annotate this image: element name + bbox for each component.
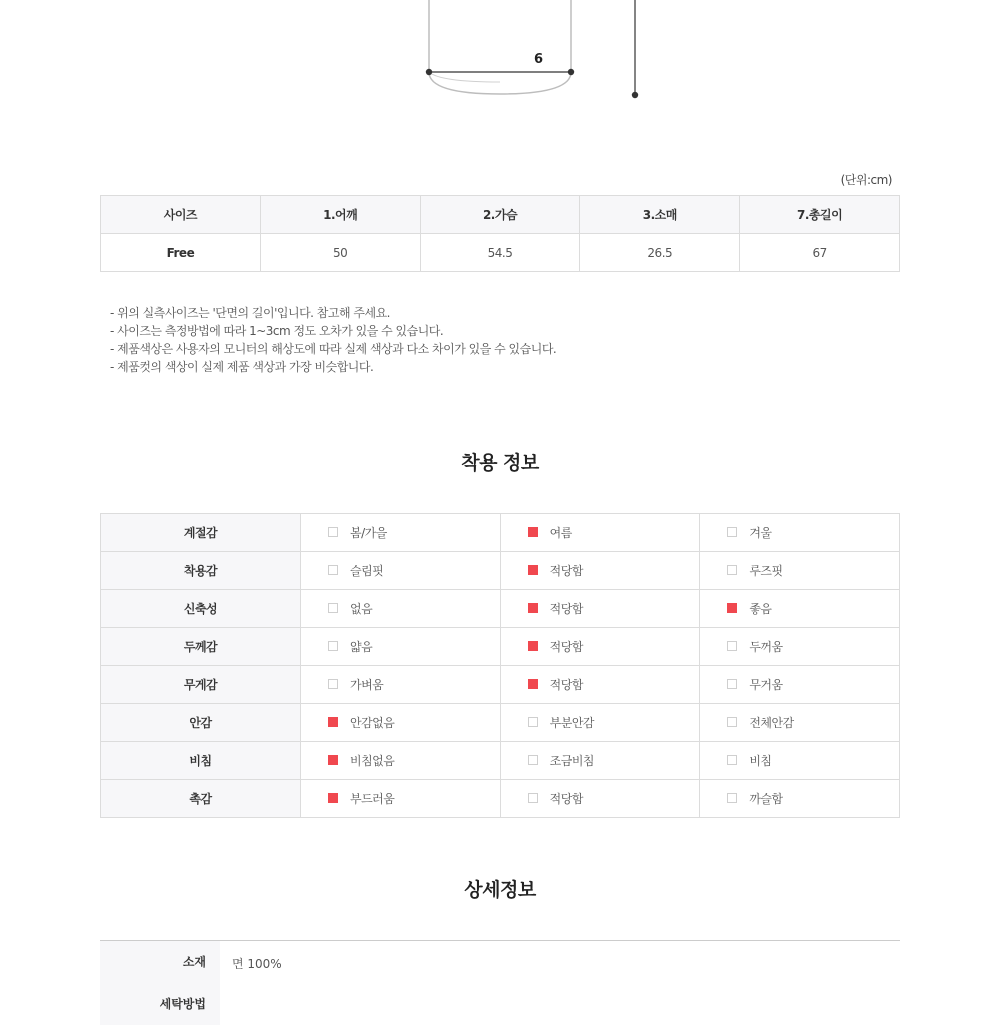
size-header-cell: 사이즈: [101, 196, 261, 234]
garment-outline-drawing: [0, 0, 1000, 110]
hem-measure-label: 6: [534, 52, 544, 67]
fit-option-label: 적당함: [549, 564, 583, 578]
detail-row: [100, 941, 900, 983]
fit-option-label: 루즈핏: [749, 564, 783, 578]
size-cell: 67: [740, 234, 900, 272]
detail-value: 면 100%: [232, 957, 282, 971]
fit-row: [101, 552, 900, 590]
measure-point: [426, 69, 432, 75]
fit-option: [500, 628, 700, 666]
checked-box-icon: [727, 603, 737, 613]
note-line: - 제품색상은 사용자의 모니터의 해상도에 따라 실제 색상과 다소 차이가 있을 수 있습니다.: [110, 342, 557, 356]
checked-box-icon: [328, 793, 338, 803]
fit-option: [301, 590, 501, 628]
fit-option: [301, 666, 501, 704]
fit-option-label: 겨울: [749, 526, 772, 540]
fit-option-label: 부드러움: [350, 792, 395, 806]
unit-note: (단위:cm): [840, 173, 892, 187]
fit-option: [500, 590, 700, 628]
unchecked-box-icon: [328, 679, 338, 689]
unchecked-box-icon: [727, 755, 737, 765]
measure-point: [632, 92, 638, 98]
fit-option-label: 무거움: [749, 678, 783, 692]
fit-option-label: 좋음: [749, 602, 772, 616]
fit-row: [101, 514, 900, 552]
fit-option-label: 비침: [749, 754, 772, 768]
checked-box-icon: [528, 527, 538, 537]
fit-option-label: 슬림핏: [350, 564, 384, 578]
unchecked-box-icon: [727, 679, 737, 689]
measurement-diagram: [0, 0, 1000, 110]
size-header-cell: 1.어깨: [260, 196, 420, 234]
detail-label: 세탁방법: [100, 983, 220, 1025]
fit-option: [700, 552, 900, 590]
unchecked-box-icon: [328, 527, 338, 537]
fit-row: [101, 628, 900, 666]
fit-option: [301, 742, 501, 780]
fit-option: [500, 514, 700, 552]
fit-row-label: 안감: [101, 704, 301, 742]
fit-option-label: 전체안감: [749, 716, 794, 730]
measure-point: [568, 69, 574, 75]
checked-box-icon: [528, 565, 538, 575]
fit-option-label: 부분안감: [549, 716, 595, 730]
checked-box-icon: [328, 717, 338, 727]
size-cell: Free: [101, 234, 261, 272]
note-line: - 위의 실측사이즈는 '단면의 길이'입니다. 참고해 주세요.: [110, 306, 390, 320]
checked-box-icon: [328, 755, 338, 765]
fit-option: [700, 780, 900, 818]
size-header-cell: 3.소매: [580, 196, 740, 234]
fit-row: [101, 742, 900, 780]
fit-option: [301, 514, 501, 552]
fit-option: [700, 742, 900, 780]
fit-option-label: 안감없음: [350, 716, 395, 730]
unchecked-box-icon: [727, 565, 737, 575]
fit-row: [101, 704, 900, 742]
fit-option: [700, 628, 900, 666]
detail-value: [220, 983, 232, 1025]
size-cell: 54.5: [420, 234, 580, 272]
size-table: [100, 195, 900, 272]
unchecked-box-icon: [727, 793, 737, 803]
detail-info-table: [100, 940, 900, 1025]
size-table-row: [101, 234, 900, 272]
fit-option: [700, 590, 900, 628]
fit-option-label: 적당함: [549, 792, 583, 806]
fit-option: [301, 552, 501, 590]
unchecked-box-icon: [727, 527, 737, 537]
fit-option: [700, 704, 900, 742]
unchecked-box-icon: [328, 565, 338, 575]
fit-option-label: 적당함: [549, 602, 583, 616]
fit-option: [500, 742, 700, 780]
fit-option-label: 까슬함: [749, 792, 783, 806]
checked-box-icon: [528, 603, 538, 613]
checked-box-icon: [528, 679, 538, 689]
note-line: - 제품컷의 색상이 실제 제품 색상과 가장 비슷합니다.: [110, 360, 374, 374]
detail-label: 소재: [100, 941, 220, 983]
fit-option-label: 적당함: [549, 678, 583, 692]
detail-row: [100, 983, 900, 1025]
fit-option: [700, 666, 900, 704]
unchecked-box-icon: [328, 641, 338, 651]
fit-info-table: [100, 513, 900, 818]
size-cell: 50: [260, 234, 420, 272]
size-header-cell: 2.가슴: [420, 196, 580, 234]
fit-option-label: 두꺼움: [749, 640, 783, 654]
note-line: - 사이즈는 측정방법에 따라 1~3cm 정도 오차가 있을 수 있습니다.: [110, 324, 444, 338]
unchecked-box-icon: [328, 603, 338, 613]
fit-option: [500, 704, 700, 742]
unchecked-box-icon: [528, 793, 538, 803]
fit-option: [301, 628, 501, 666]
fit-option-label: 여름: [549, 526, 572, 540]
unchecked-box-icon: [727, 717, 737, 727]
fit-row-label: 비침: [101, 742, 301, 780]
checked-box-icon: [528, 641, 538, 651]
fit-option: [500, 780, 700, 818]
fit-option-label: 없음: [350, 602, 373, 616]
unchecked-box-icon: [528, 755, 538, 765]
fit-option-label: 비침없음: [350, 754, 395, 768]
fit-option: [301, 704, 501, 742]
fit-option-label: 가벼움: [350, 678, 384, 692]
size-table-header-row: [101, 196, 900, 234]
fit-option: [700, 514, 900, 552]
fit-row-label: 두께감: [101, 628, 301, 666]
fit-row-label: 무게감: [101, 666, 301, 704]
fit-option-label: 얇음: [350, 640, 373, 654]
fit-row-label: 계절감: [101, 514, 301, 552]
unchecked-box-icon: [528, 717, 538, 727]
detail-info-title: 상세정보: [464, 879, 536, 901]
fit-info-title: 착용 정보: [461, 452, 539, 474]
fit-row-label: 착용감: [101, 552, 301, 590]
fit-row-label: 촉감: [101, 780, 301, 818]
fit-option: [500, 666, 700, 704]
fit-row-label: 신축성: [101, 590, 301, 628]
size-header-cell: 7.총길이: [740, 196, 900, 234]
fit-row: [101, 666, 900, 704]
fit-option-label: 조금비침: [549, 754, 595, 768]
fit-row: [101, 780, 900, 818]
fit-option-label: 봄/가을: [350, 526, 387, 540]
unchecked-box-icon: [727, 641, 737, 651]
fit-row: [101, 590, 900, 628]
size-notes: [110, 304, 556, 376]
size-cell: 26.5: [580, 234, 740, 272]
fit-option: [500, 552, 700, 590]
fit-option-label: 적당함: [549, 640, 583, 654]
fit-option: [301, 780, 501, 818]
